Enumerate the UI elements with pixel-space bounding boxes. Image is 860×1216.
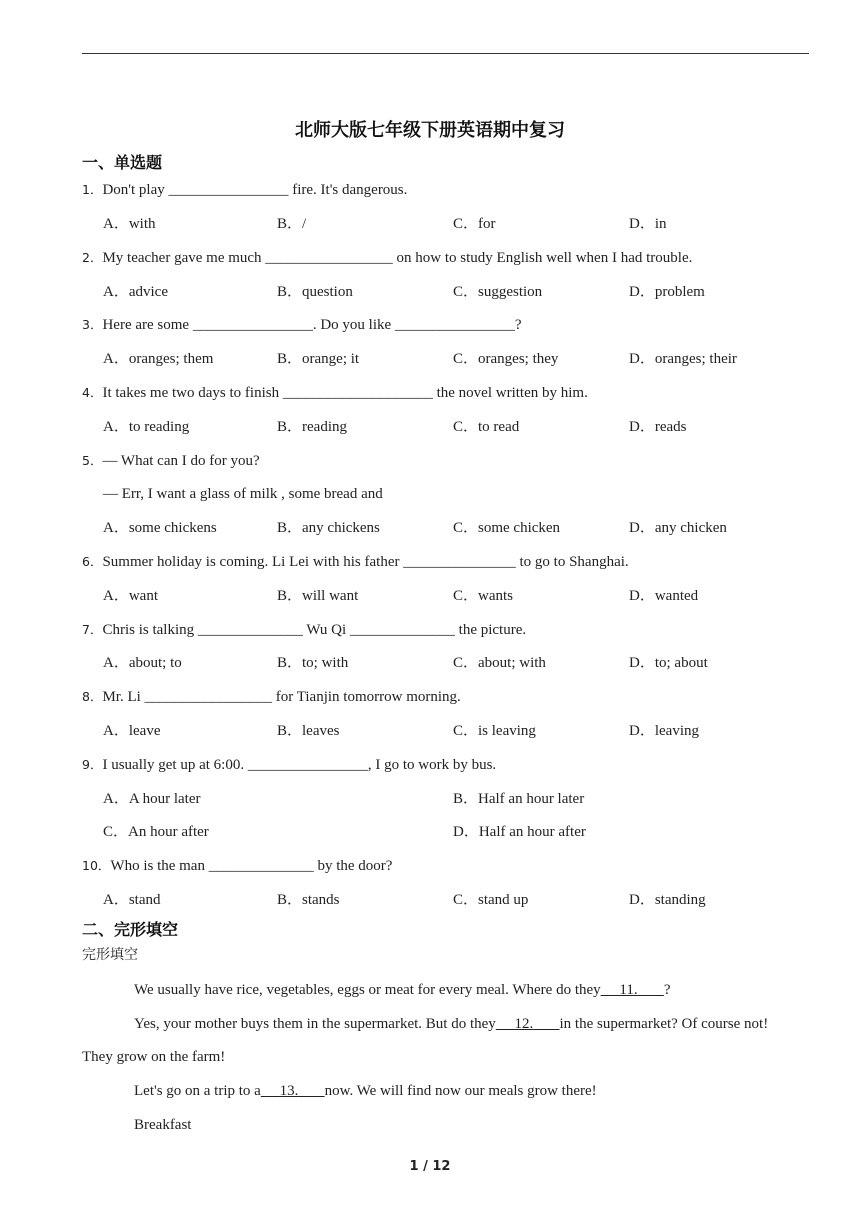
option-b[interactable]: B．stands (277, 892, 340, 908)
option-d[interactable]: D．Half an hour after (453, 824, 586, 840)
question-8 (82, 688, 461, 706)
option-a[interactable]: A．want (103, 588, 158, 604)
question-1 (82, 181, 407, 199)
option-d[interactable]: D．problem (629, 284, 705, 300)
question-8-options (0, 722, 860, 742)
option-a[interactable]: A．oranges; them (103, 351, 214, 367)
cloze-text: ? (663, 982, 671, 998)
cloze-blank-13[interactable] (261, 1083, 325, 1099)
question-5 (82, 452, 260, 470)
option-a[interactable]: A．leave (103, 723, 161, 739)
question-stem: Here are some ________________. Do you like ________________? (102, 317, 522, 333)
page-title: 北师大版七年级下册英语期中复习 (295, 120, 565, 141)
question-5-options (0, 519, 860, 539)
option-c[interactable]: C．stand up (453, 892, 529, 908)
page-number: 1 / 12 (409, 1159, 451, 1174)
option-a[interactable]: A．some chickens (103, 520, 217, 536)
question-5-dialogue-line: — Err, I want a glass of milk , some bread and (103, 486, 383, 502)
option-d[interactable]: D．oranges; their (629, 351, 737, 367)
question-number: 10． (82, 858, 111, 873)
question-number: 6． (82, 554, 103, 569)
option-d[interactable]: D．standing (629, 892, 706, 908)
question-number: 8． (82, 689, 103, 704)
cloze-paragraph-4: Breakfast (134, 1117, 192, 1133)
option-b[interactable]: B．Half an hour later (453, 791, 585, 807)
cloze-text: Let's go on a trip to a (134, 1083, 261, 1099)
option-a[interactable]: A．about; to (103, 655, 182, 671)
question-10-options (0, 891, 860, 911)
question-7-options (0, 654, 860, 674)
question-9-options-row-1 (0, 790, 860, 810)
question-stem: It takes me two days to finish ____________________ the novel written by him. (102, 385, 588, 401)
option-c[interactable]: C．is leaving (453, 723, 536, 739)
question-4 (82, 384, 588, 402)
question-10 (82, 857, 392, 875)
option-a[interactable]: A．stand (103, 892, 161, 908)
question-number: 2． (82, 250, 103, 265)
option-c[interactable]: C．An hour after (103, 824, 209, 840)
cloze-blank-12[interactable] (496, 1016, 560, 1032)
option-c[interactable]: C．about; with (453, 655, 546, 671)
question-1-options (0, 215, 860, 235)
question-9-options-row-2 (0, 823, 860, 843)
option-d[interactable]: D．leaving (629, 723, 699, 739)
cloze-paragraph-2-continued: They grow on the farm! (82, 1049, 226, 1065)
question-2 (82, 249, 692, 267)
question-number: 3． (82, 317, 103, 332)
question-number: 1． (82, 182, 103, 197)
question-3 (82, 316, 522, 334)
question-4-options (0, 418, 860, 438)
question-stem: Who is the man ______________ by the door? (110, 858, 393, 874)
question-3-options (0, 350, 860, 370)
cloze-text: in the supermarket? Of course not! (559, 1016, 769, 1032)
blank-number: 11. (619, 982, 638, 998)
option-d[interactable]: D．any chicken (629, 520, 727, 536)
option-b[interactable]: B．/ (277, 216, 307, 232)
question-stem: Don't play ________________ fire. It's dangerous. (102, 182, 408, 198)
option-b[interactable]: B．orange; it (277, 351, 360, 367)
option-c[interactable]: C．suggestion (453, 284, 543, 300)
option-c[interactable]: C．to read (453, 419, 520, 435)
option-a[interactable]: A．advice (103, 284, 168, 300)
question-stem: Chris is talking ______________ Wu Qi ______________ the picture. (102, 622, 527, 638)
option-a[interactable]: A．with (103, 216, 156, 232)
question-stem: I usually get up at 6:00. ________________, I go to work by bus. (102, 757, 497, 773)
cloze-text: Yes, your mother buys them in the supermarket. But do they (134, 1016, 496, 1032)
option-b[interactable]: B．leaves (277, 723, 340, 739)
question-stem: My teacher gave me much _________________ on how to study English well when I had trouble. (102, 250, 693, 266)
option-a[interactable]: A．to reading (103, 419, 190, 435)
cloze-paragraph-2 (134, 1015, 768, 1033)
blank-number: 13. (279, 1083, 299, 1099)
option-c[interactable]: C．for (453, 216, 496, 232)
question-stem: — What can I do for you? (102, 453, 260, 469)
blank-number: 12. (514, 1016, 534, 1032)
question-number: 7． (82, 622, 103, 637)
option-b[interactable]: B．question (277, 284, 353, 300)
option-b[interactable]: B．reading (277, 419, 347, 435)
question-stem: Summer holiday is coming. Li Lei with his father _______________ to go to Shanghai. (102, 554, 629, 570)
option-d[interactable]: D．in (629, 216, 667, 232)
option-c[interactable]: C．oranges; they (453, 351, 559, 367)
question-6 (82, 553, 629, 571)
section-heading-single-choice: 一、单选题 (82, 153, 163, 172)
section-heading-cloze: 二、完形填空 (82, 920, 179, 939)
header-rule (82, 53, 809, 54)
question-number: 4． (82, 385, 103, 400)
cloze-text: now. We will find now our meals grow there! (324, 1083, 597, 1099)
cloze-paragraph-3 (134, 1082, 597, 1100)
option-b[interactable]: B．to; with (277, 655, 349, 671)
option-c[interactable]: C．some chicken (453, 520, 561, 536)
question-number: 9． (82, 757, 103, 772)
cloze-paragraph-1 (134, 981, 671, 999)
cloze-label: 完形填空 (82, 947, 138, 963)
question-6-options (0, 587, 860, 607)
option-d[interactable]: D．reads (629, 419, 687, 435)
question-stem: Mr. Li _________________ for Tianjin tomorrow morning. (102, 689, 461, 705)
question-9 (82, 756, 496, 774)
option-d[interactable]: D．wanted (629, 588, 699, 604)
option-c[interactable]: C．wants (453, 588, 514, 604)
option-b[interactable]: B．will want (277, 588, 359, 604)
option-a[interactable]: A．A hour later (103, 791, 201, 807)
question-number: 5． (82, 453, 103, 468)
cloze-blank-11[interactable] (601, 982, 664, 998)
option-d[interactable]: D．to; about (629, 655, 708, 671)
question-7 (82, 621, 526, 639)
question-2-options (0, 283, 860, 303)
option-b[interactable]: B．any chickens (277, 520, 380, 536)
cloze-text: We usually have rice, vegetables, eggs or meat for every meal. Where do they (134, 982, 601, 998)
